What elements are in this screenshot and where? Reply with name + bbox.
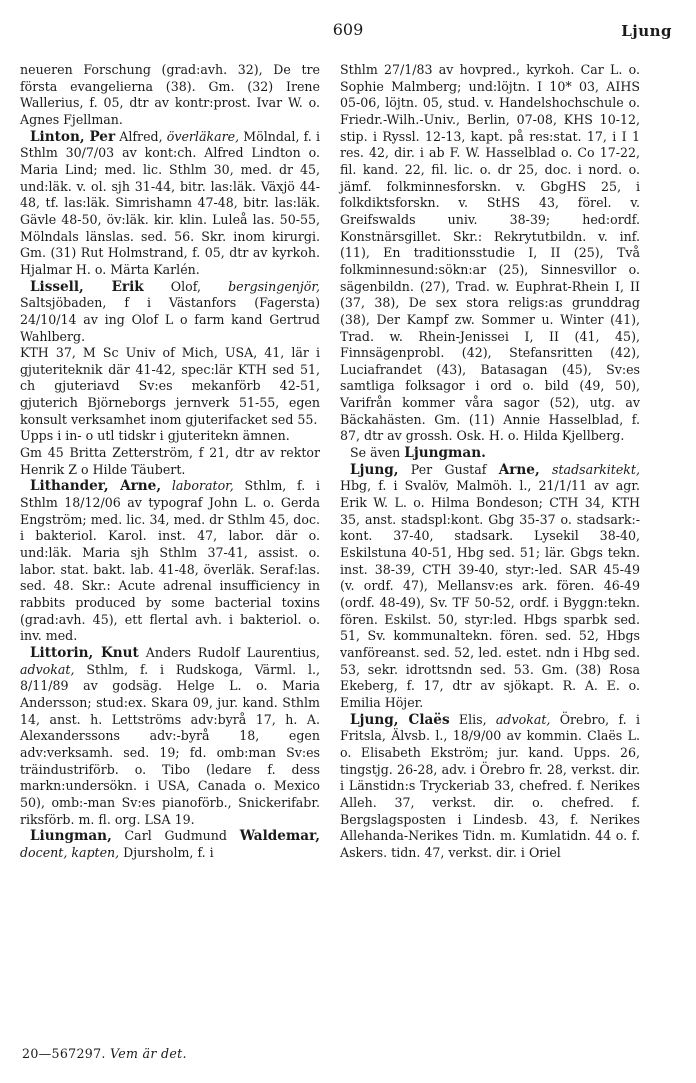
entry-ljung-claes — [340, 712, 640, 862]
entry-given: Alfred, — [115, 128, 167, 144]
entry-name: Littorin, Knut — [30, 644, 139, 661]
entry-given: Olof, — [143, 278, 229, 294]
footer-code: 20—567297. — [22, 1046, 106, 1061]
entry-title: advokat, — [495, 711, 551, 727]
entry-name-2: Waldemar, — [239, 828, 320, 845]
left-column — [20, 62, 320, 862]
entry-body: Saltsjöbaden, f i Västanfors (Fagersta) 24/10/14 av ing Olof L o farm kand Gertrud Wahlberg. — [20, 295, 320, 344]
entry-title: överläkare, — [166, 128, 240, 144]
entry-name: Ljung, — [350, 461, 399, 478]
entry-given: Anders Rudolf Laurentius, — [138, 644, 320, 660]
entry-continuation: Sthlm 27/1/83 av hovpred., kyrkoh. Car L. o. Sophie Malmberg; und:löjtn. I 10* 03, AIHS 05-06, löjtn. 05, stud. v. Handelshochschule o. Friedr.-Wilh.-Univ., Berlin, 07-08, KHS 10-12, stip. i Ryssl. 12-13, kapt. på res:stat. 17, i I 1 res. 42, dir. i ab F. W. Hasselblad o. Co 17-22, fil. kand. 22, fil. lic. o. dr 25, doc. i nord. o. jämf. folkminnesforskn. v. GbgHS 25, i folkdiktsforskn. v. StHS 43, förel. v. Greifswalds univ. 38-39; hed:ordf. Konstnärsgillet. Skr.: Rekrytutbildn. v. inf. (11), En traditionsstudie I, II (25), Två folkminnesund:sökn:ar (25), Sinnesvillor o. sägenbildn. (27), Trad. w. Euphrat-Rhein I, II (37, 38), De sex stora religs:as grunddrag (38), Der Kampf zw. Sommer u. Winter (41), Trad. w. Rhein-Jenissei I, II (41, 45), Finnsägenprobl. (42), Stefansritten (42), Luciafrandet (43), Batasagan (45), Sv:es samtliga folksagor i ord o. bild (49, 50), Varifrån kommer våra sagor (52), utg. av Bäckahästen. Gm. (11) Annie Hasselblad, f. 87, dtr av grossh. Osk. H. o. Hilda Kjellberg. — [340, 62, 640, 444]
entry-title: laborator, — [171, 478, 234, 494]
entry-title: docent, kapten, — [20, 844, 120, 860]
entry-body: Djursholm, f. i — [119, 844, 214, 860]
entry-lissell-para4: Gm 45 Britta Zetterström, f 21, dtr av rektor Henrik Z o Hilde Täubert. — [20, 445, 320, 477]
entry-lissell-para3: Upps i in- o utl tidskr i gjuteritekn ämnen. — [20, 428, 290, 444]
entry-given: Carl Gudmund — [111, 828, 240, 844]
entry-linton — [20, 129, 320, 279]
entry-lissell — [20, 279, 320, 346]
entry-title: bergsingenjör, — [228, 278, 321, 294]
entry-title: stadsarkitekt, — [539, 461, 640, 477]
entry-continuation: neueren Forschung (grad:avh. 32), De tre första evangelierna (38). Gm. (32) Irene Wallerius, f. 05, dtr av kontr:prost. Ivar W. o. Agnes Fjellman. — [20, 62, 320, 127]
entry-title: advokat, — [20, 661, 75, 677]
footer-slogan: Vem är det. — [110, 1046, 187, 1061]
entry-name: Lissell, Erik — [30, 278, 144, 295]
entry-name: Linton, Per — [30, 128, 116, 145]
entry-body: Sthlm, f. i Sthlm 18/12/06 av typograf John L. o. Gerda Engström; med. lic. 34, med. dr Sthlm 45, doc. i bakteriol. Karol. inst. 47, labor. där o. und:läk. Maria sjh Sthlm 37-41, assist. o. labor. stat. bakt. lab. 41-48, överläk. Seraf:las. sed. 48. Skr.: Acute adrenal insufficiency in rabbits produced by some bacterial toxins (grad:avh. 45), ett flertal avh. i bakteriol. o. inv. med. — [20, 478, 321, 644]
entry-body: Sthlm, f. i Rudskoga, Värml. l., 8/11/89 av godsäg. Helge L. o. Maria Andersson; stud:ex. Skara 09, jur. kand. Sthlm 14, anst. h. Lettströms adv:byrå 17, h. A. Alexanderssons adv:-byrå 18, egen adv:verksamh. sed. 19; fd. omb:man Sv:es träindustriförb. o. Tibo (ledare f. dess markn:undersökn. i USA, Canada o. Mexico 50), omb:-man Sv:es pianoförb., Snickerifabr. riksförb. m. fl. org. LSA 19. — [20, 661, 320, 827]
see-also — [340, 445, 640, 462]
running-head: Ljung — [621, 22, 672, 40]
page-footer — [22, 1046, 187, 1061]
entry-body: Mölndal, f. i Sthlm 30/7/03 av kont:ch. Alfred Lindton o. Maria Lind; med. lic. Sthlm 30, med. dr 45, und:läk. v. ol. sjh 31-44, bitr. las:läk. Växjö 44-48, tf. las:läk. Simrishamn 47-48, bitr. las:läk. Gävle 48-50, öv:läk. kir. klin. Luleå las. 50-55, Mölndals länslas. sed. 56. Skr. inom kirurgi. Gm. (31) Rut Holmstrand, f. 05, dtr av kyrkoh. Hjalmar H. o. Märta Karlén. — [20, 128, 320, 277]
entry-lithander — [20, 478, 320, 645]
entry-body: Hbg, f. i Svalöv, Malmöh. l., 21/1/11 av agr. Erik W. L. o. Hilma Bondeson; CTH 34, KTH 35, anst. stadspl:kont. Gbg 35-37 o. stadsark:-kont. 37-40, stadsark. Lysekil 38-40, Eskilstuna 40-51, Hbg sed. 51; lär. Gbgs tekn. inst. 38-39, CTH 39-40, styr:-led. SAR 45-49 (v. ordf. 47), Mellansv:es ark. fören. 46-49 (ordf. 48-49), Sv. TF 50-52, ordf. i Byggn:tekn. fören. Eskilst. 50, styr:led. Hbgs sparbk sed. 51, Sv. kommunaltekn. fören. sed. 52, Hbgs vanföreanst. sed. 52, led. estet. ndn i Hbg sed. 53, sekr. idrottsndn sed. 53. Gm. (38) Rosa Ekeberg, f. 17, dtr av sjökapt. R. A. E. o. Emilia Höjer. — [340, 478, 640, 710]
entry-name-2: Arne, — [498, 461, 540, 478]
entry-name: Lithander, Arne, — [30, 478, 162, 495]
entry-littorin — [20, 645, 320, 828]
entry-liungman — [20, 828, 320, 861]
entry-name: Liungman, — [30, 828, 112, 845]
right-column — [340, 62, 640, 862]
entry-given: Elis, — [449, 711, 496, 727]
entry-name: Ljung, Claës — [350, 711, 450, 728]
page-number: 609 — [332, 20, 364, 39]
entry-body: Örebro, f. i Fritsla, Älvsb. l., 18/9/00 av kommin. Claës L. o. Elisabeth Ekström; jur. kand. Upps. 26, tingstjg. 26-28, adv. i Örebro fr. 28, verkst. dir. i Länstidn:s Tryckeriab 33, chefred. f. Nerikes Alleh. 37, verkst. dir. o. chefred. f. Bergslagsposten i Lindesb. 43, f. Nerikes Allehanda-Nerikes Tidn. m. Kumlatidn. 44 o. f. Askers. tidn. 47, verkst. dir. i Oriel — [340, 711, 640, 860]
entry-given: Per Gustaf — [398, 461, 499, 477]
see-also-name: Ljungman. — [404, 445, 486, 462]
entry-lissell-para2: KTH 37, M Sc Univ of Mich, USA, 41, lär i gjuteriteknik där 41-42, spec:lär KTH sed 51, ch gjuteriavd Sv:es mekanförb 42-51, gjuterich Björneborgs jernverk 51-55, egen konsult verksamhet inom gjuterifacket sed 55. — [20, 345, 320, 427]
entry-ljung-per — [340, 462, 640, 712]
see-also-prefix: Se även — [350, 445, 405, 461]
